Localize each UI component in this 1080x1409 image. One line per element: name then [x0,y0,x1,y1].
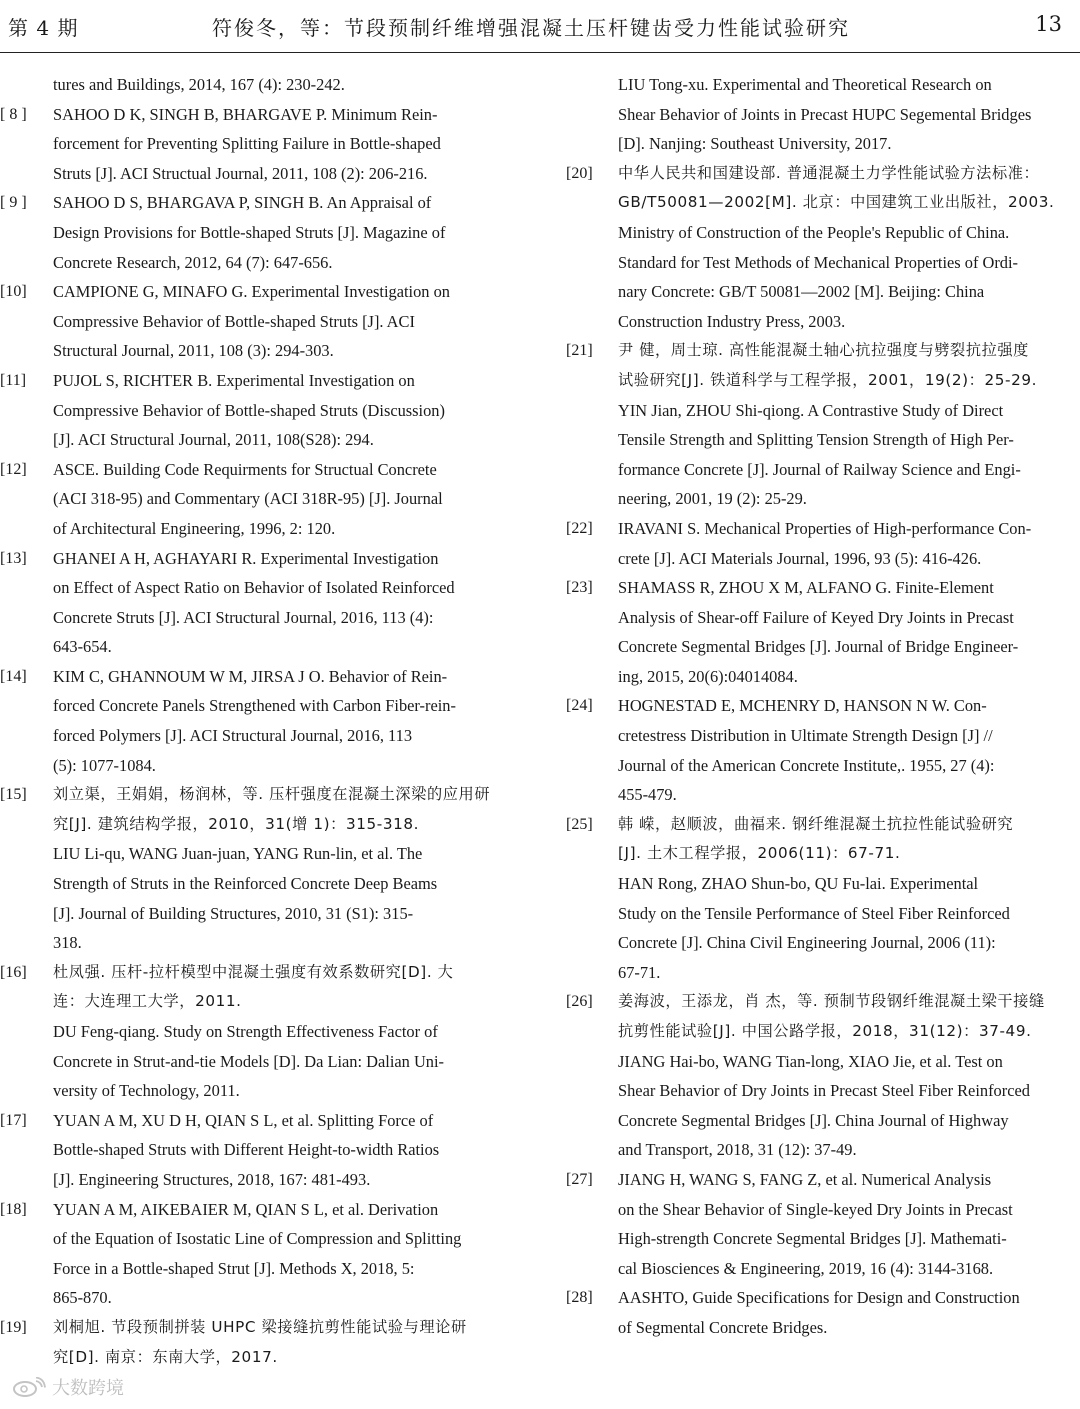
reference-line: Design Provisions for Bottle-shaped Struts [J]. Magazine of [53,222,446,242]
reference-item [0,780,520,958]
reference-item [0,544,520,662]
reference-line: Ministry of Construction of the People's Republic of China. [618,222,1010,242]
reference-line: Construction Industry Press, 2003. [618,311,846,331]
reference-line: CAMPIONE G, MINAFO G. Experimental Investigation on [53,282,450,302]
reference-line: on the Shear Behavior of Single-keyed Dry Joints in Precast [618,1199,1013,1219]
reference-line: of Architectural Engineering, 1996, 2: 120. [53,518,336,538]
reference-line: [J]. 土木工程学报，2006(11)：67-71. [618,844,901,863]
reference-number: [14] [0,667,27,685]
reference-line: Force in a Bottle-shaped Strut [J]. Methods X, 2018, 5: [53,1258,415,1278]
reference-number: [10] [0,283,27,301]
reference-line: tures and Buildings, 2014, 167 (4): 230-242. [53,75,345,94]
reference-line: 刘立渠，王娟娟，杨润林，等. 压杆强度在混凝土深梁的应用研 [53,785,491,804]
reference-line: 究[J]. 建筑结构学报，2010，31(增 1)：315-318. [53,814,420,833]
issue-number: 第 4 期 [8,16,79,40]
watermark-text: 大数跨境 [52,1378,124,1399]
reference-line: and Transport, 2018, 31 (12): 37-49. [618,1140,857,1160]
reference-line: cretestress Distribution in Ultimate Strength Design [J] // [618,726,993,746]
reference-line: ASCE. Building Code Requirments for Structual Concrete [53,459,437,479]
reference-line: Concrete [J]. China Civil Engineering Journal, 2006 (11): [618,933,996,953]
reference-item [0,277,520,366]
reference-line: (5): 1077-1084. [53,755,156,775]
reference-number: [16] [0,963,27,981]
reference-item [566,159,1080,337]
reference-line: [J]. Engineering Structures, 2018, 167: 481-493. [53,1169,371,1189]
reference-line: 姜海波，王添龙，肖 杰，等. 预制节段钢纤维混凝土梁干接缝 [618,992,1045,1011]
reference-line: DU Feng-qiang. Study on Strength Effectiveness Factor of [53,1022,438,1041]
reference-line: cal Biosciences & Engineering, 2019, 16 (4): 3144-3168. [618,1258,994,1278]
reference-line: 连：大连理工大学，2011. [53,992,242,1011]
reference-item [0,662,520,780]
reference-item [566,514,1080,573]
reference-line: Analysis of Shear-off Failure of Keyed Dry Joints in Precast [618,607,1014,627]
reference-line: of Segmental Concrete Bridges. [618,1317,828,1337]
reference-line: neering, 2001, 19 (2): 25-29. [618,489,807,509]
reference-line: YUAN A M, AIKEBAIER M, QIAN S L, et al. Derivation [53,1199,439,1219]
reference-line: Concrete Segmental Bridges [J]. China Journal of Highway [618,1110,1009,1130]
reference-line: LIU Li-qu, WANG Juan-juan, YANG Run-lin, et al. The [53,844,423,864]
reference-line: HAN Rong, ZHAO Shun-bo, QU Fu-lai. Experimental [618,874,979,894]
reference-line: KIM C, GHANNOUM W M, JIRSA J O. Behavior of Rein- [53,666,448,686]
reference-number: [15] [0,786,27,804]
reference-number: [18] [0,1200,27,1218]
reference-number: [11] [0,371,27,389]
reference-number: [28] [566,1289,593,1307]
reference-line: HOGNESTAD E, MCHENRY D, HANSON N W. Con- [618,696,987,716]
reference-item [0,366,520,455]
reference-line: 韩 嵘，赵顺波，曲福来. 钢纤维混凝土抗拉性能试验研究 [618,814,1014,833]
reference-number: [20] [566,164,593,182]
page-number: 13 [1035,12,1062,36]
reference-line: Bottle-shaped Struts with Different Height-to-width Ratios [53,1140,440,1160]
reference-line: Compressive Behavior of Bottle-shaped Struts [J]. ACI [53,311,415,331]
reference-number: [19] [0,1318,27,1336]
reference-line: High-strength Concrete Segmental Bridges [J]. Mathemati- [618,1229,1007,1249]
reference-line: Concrete Research, 2012, 64 (7): 647-656. [53,252,333,272]
reference-line: forced Concrete Panels Strengthened with Carbon Fiber-rein- [53,696,456,716]
reference-line: SHAMASS R, ZHOU X M, ALFANO G. Finite-Element [618,578,994,598]
reference-line: YIN Jian, ZHOU Shi-qiong. A Contrastive Study of Direct [618,400,1004,420]
reference-item [0,188,520,277]
reference-number: [23] [566,579,593,597]
reference-line: formance Concrete [J]. Journal of Railway Science and Engi- [618,459,1021,479]
reference-item [0,455,520,544]
reference-line: Compressive Behavior of Bottle-shaped Struts (Discussion) [53,400,445,420]
reference-line: Standard for Test Methods of Mechanical Properties of Ordi- [618,252,1019,272]
reference-line: ing, 2015, 20(6):04014084. [618,666,798,686]
reference-number: [24] [566,697,593,715]
reference-line: SAHOO D K, SINGH B, BHARGAVE P. Minimum Rein- [53,104,438,124]
reference-line: IRAVANI S. Mechanical Properties of High-performance Con- [618,518,1032,538]
reference-item [566,573,1080,691]
reference-line: nary Concrete: GB/T 50081—2002 [M]. Beijing: China [618,282,985,302]
reference-line: YUAN A M, XU D H, QIAN S L, et al. Splitting Force of [53,1110,434,1130]
reference-line: Journal of the American Concrete Institute,. 1955, 27 (4): [618,755,995,775]
reference-number: [ 8 ] [0,105,27,123]
reference-line: 尹 健，周士琼. 高性能混凝土轴心抗拉强度与劈裂抗拉强度 [618,341,1029,360]
reference-line: [J]. ACI Structural Journal, 2011, 108(S28): 294. [53,430,374,450]
reference-line: 67-71. [618,962,661,982]
reference-line: Shear Behavior of Dry Joints in Precast Steel Fiber Reinforced [618,1081,1030,1101]
reference-number: [22] [566,519,593,537]
reference-line: 刘桐旭. 节段预制拼装 UHPC 梁接缝抗剪性能试验与理论研 [53,1317,467,1336]
reference-line: of the Equation of Isostatic Line of Compression and Splitting [53,1229,462,1249]
reference-line: 455-479. [618,785,677,805]
reference-line: (ACI 318-95) and Commentary (ACI 318R-95) [J]. Journal [53,489,443,509]
reference-line: [D]. Nanjing: Southeast University, 2017. [618,134,892,154]
reference-item [566,1165,1080,1283]
reference-line: 643-654. [53,637,112,657]
reference-item [0,70,520,100]
reference-line: LIU Tong-xu. Experimental and Theoretical Research on [618,75,992,94]
reference-number: [26] [566,993,593,1011]
reference-line: GB/T50081—2002[M]. 北京：中国建筑工业出版社，2003. [618,193,1055,212]
reference-line: forced Polymers [J]. ACI Structural Journal, 2016, 113 [53,726,413,746]
reference-number: [25] [566,815,593,833]
reference-line: Strength of Struts in the Reinforced Concrete Deep Beams [53,874,438,894]
reference-line: 中华人民共和国建设部. 普通混凝土力学性能试验方法标准： [618,163,1040,182]
reference-number: [27] [566,1170,593,1188]
reference-item [566,1283,1080,1342]
reference-number: [ 9 ] [0,194,27,212]
reference-line: Concrete Segmental Bridges [J]. Journal of Bridge Engineer- [618,637,1019,657]
reference-line: 杜凤强. 压杆-拉杆模型中混凝土强度有效系数研究[D]. 大 [53,962,454,981]
reference-item [0,1195,520,1313]
reference-line: JIANG Hai-bo, WANG Tian-long, XIAO Jie, et al. Test on [618,1051,1003,1071]
watermark [12,1374,124,1400]
reference-line: Structural Journal, 2011, 108 (3): 294-303. [53,341,334,361]
reference-item [566,810,1080,988]
reference-line: AASHTO, Guide Specifications for Design and Construction [618,1288,1020,1308]
reference-item [0,100,520,189]
reference-item [566,691,1080,809]
reference-line: 318. [53,933,82,953]
reference-number: [12] [0,460,27,478]
references-left-column [0,70,520,1372]
reference-line: 试验研究[J]. 铁道科学与工程学报，2001，19(2)：25-29. [618,370,1038,389]
reference-item [0,1106,520,1195]
reference-line: PUJOL S, RICHTER B. Experimental Investigation on [53,370,415,390]
reference-line: [J]. Journal of Building Structures, 2010, 31 (S1): 315- [53,903,414,923]
running-title: 符俊冬，等：节段预制纤维增强混凝土压杆键齿受力性能试验研究 [212,16,850,40]
reference-line: 抗剪性能试验[J]. 中国公路学报，2018，31(12)：37-49. [618,1022,1032,1040]
reference-line: on Effect of Aspect Ratio on Behavior of Isolated Reinforced [53,578,455,598]
reference-line: 究[D]. 南京：东南大学，2017. [53,1347,278,1366]
reference-item [0,1313,520,1372]
reference-item [566,336,1080,514]
reference-line: 865-870. [53,1288,112,1308]
reference-line: Struts [J]. ACI Structual Journal, 2011, 108 (2): 206-216. [53,163,428,183]
reference-line: crete [J]. ACI Materials Journal, 1996, 93 (5): 416-426. [618,548,982,568]
reference-number: [21] [566,342,593,360]
reference-number: [13] [0,549,27,567]
reference-line: forcement for Preventing Splitting Failure in Bottle-shaped [53,134,441,154]
reference-line: versity of Technology, 2011. [53,1081,240,1101]
reference-item [566,70,1080,159]
reference-line: SAHOO D S, BHARGAVA P, SINGH B. An Appraisal of [53,193,432,213]
weibo-logo-icon [12,1377,46,1397]
reference-line: GHANEI A H, AGHAYARI R. Experimental Investigation [53,548,439,568]
reference-item [566,987,1080,1165]
reference-line: Study on the Tensile Performance of Steel Fiber Reinforced [618,903,1010,923]
reference-item [0,958,520,1106]
reference-line: Concrete in Strut-and-tie Models [D]. Da Lian: Dalian Uni- [53,1051,444,1071]
reference-line: Tensile Strength and Splitting Tension Strength of High Per- [618,430,1014,450]
references-right-column [566,70,1080,1343]
reference-line: JIANG H, WANG S, FANG Z, et al. Numerical Analysis [618,1169,992,1189]
reference-number: [17] [0,1111,27,1129]
reference-line: Concrete Struts [J]. ACI Structural Journal, 2016, 113 (4): [53,607,434,627]
reference-line: Shear Behavior of Joints in Precast HUPC Segemental Bridges [618,104,1032,124]
page-header [0,0,1080,53]
